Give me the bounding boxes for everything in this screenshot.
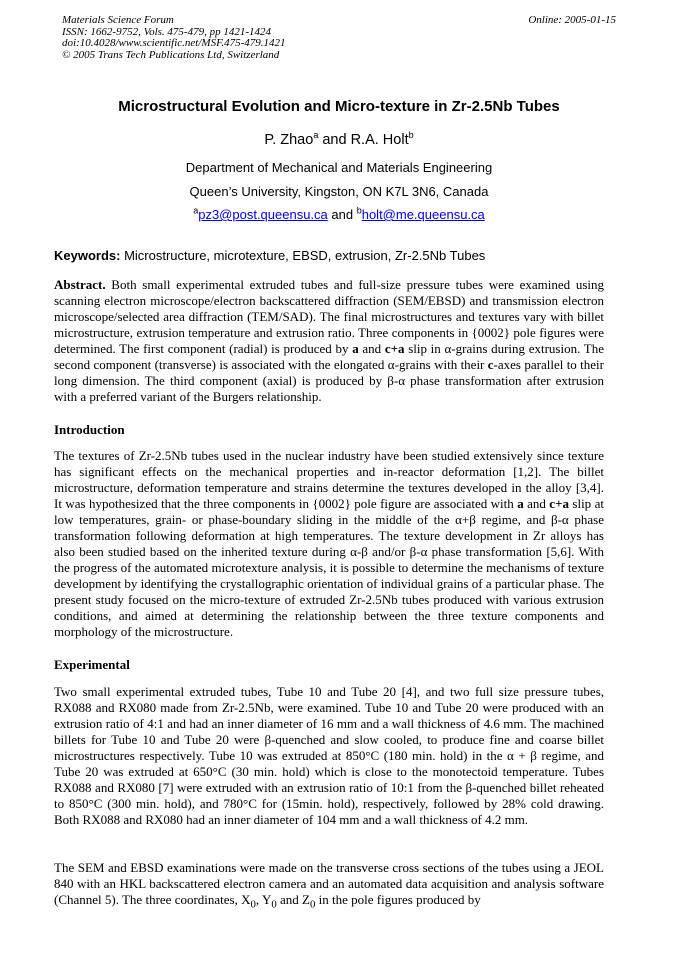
intro-bold-a: a	[517, 496, 524, 511]
online-date: Online: 2005-01-15	[528, 14, 616, 26]
exp2-text-2: , Y	[255, 892, 272, 907]
intro-text-1: The textures of Zr-2.5Nb tubes used in the nuclear industry have been studied extensively since texture has significant effects on the mechanical properties and in-reactor deformation [1,2]. The billet microstructure, deformation temperature and strains determine the textures developed in the alloy [3,4]. It was hypothesized that the three components in {0002} pole figure are associated with	[54, 448, 604, 511]
keywords-line	[54, 248, 485, 263]
exp2-text-3: and Z	[276, 892, 310, 907]
experimental-paragraph-1: Two small experimental extruded tubes, Tube 10 and Tube 20 [4], and two full size pressure tubes, RX088 and RX080 made from Zr-2.5Nb, were examined. Tube 10 and Tube 20 were produced with an extrusion ratio of 4:1 and had an inner diameter of 16 mm and a wall thickness of 4.6 mm. The machined billets for Tube 10 and Tube 20 were β-quenched and slow cooled, to produce fine and coarse billet microstructures respectively. Tube 10 was extruded at 850°C (180 min. hold) in the α + β regime, and Tube 20 was extruded at 650°C (30 min. hold) which is close to the monotectoid temperature. Tubes RX088 and RX080 [7] were extruded with an extrusion ratio of 10:1 from the β-quenched billet reheated to 850°C (300 min. hold), and 780°C for (15min. hold), respectively, followed by 28% cold drawing. Both RX088 and RX080 had an inner diameter of 104 mm and a wall thickness of 4.2 mm.	[54, 684, 604, 827]
abstract-text-4: -axes parallel to their long dimension. The third component (axial) is produced by β-α phase transformation after extrusion with a preferred variant of the Burgers relationship.	[54, 357, 604, 404]
author-1: P. Zhao	[264, 132, 314, 148]
email-link-a[interactable]: pz3@post.queensu.ca	[198, 207, 328, 222]
experimental-heading: Experimental	[54, 657, 130, 672]
abstract-bold-c: c	[487, 357, 494, 372]
email-line	[0, 207, 678, 222]
journal-header	[62, 15, 616, 61]
email-link-b[interactable]: holt@me.queensu.ca	[361, 207, 485, 222]
email-and: and	[327, 207, 357, 222]
journal-name: Materials Science Forum	[62, 14, 174, 26]
affiliation-department: Department of Mechanical and Materials Engineering	[185, 160, 493, 175]
introduction-paragraph	[54, 448, 604, 640]
intro-text-3: slip at low temperatures, grain- or phase-boundary sliding in the middle of the α+β regime, and β-α phase transformation following deformation at high temperatures. The texture development in Zr alloys has also been studied based on the inherited texture during α-β and/or β-α phase transformation [5,6]. With the progress of the automated microtexture analysis, it is possible to determine the mechanisms of texture development by identifying the crystallographic orientation of individual grains of a particular phase. The present study focused on the micro-texture of extruded Zr-2.5Nb tubes produced with various extrusion conditions, and aimed at determining the relationship between the three texture components and morphology of the microstructure.	[54, 496, 604, 639]
exp2-sub-z: 0	[309, 898, 316, 911]
email-a-sup: a	[193, 205, 199, 216]
copyright-line: © 2005 Trans Tech Publications Ltd, Switzerland	[62, 48, 280, 61]
intro-bold-ca: c+a	[549, 496, 569, 511]
paper-title: Microstructural Evolution and Micro-texture in Zr-2.5Nb Tubes	[118, 98, 560, 115]
author-1-sup: a	[313, 130, 319, 141]
abstract-text-1: Both small experimental extruded tubes and full-size pressure tubes were examined using scanning electron microscope/electron backscattered diffraction (SEM/EBSD) and transmission electron microscope/selected area diffraction (TEM/SAD). The final microstructures and textures vary with billet microstructure, extrusion temperature and extrusion ratio. Three components in {0002} pole figures were determined. The first component (radial) is produced by	[54, 277, 604, 356]
affiliation-university: Queen’s University, Kingston, ON K7L 3N6, Canada	[189, 184, 489, 199]
exp2-sub-x: 0	[250, 898, 256, 911]
authors-and: and	[318, 132, 351, 148]
author-2: R.A. Holt	[350, 132, 409, 148]
exp2-sub-y: 0	[271, 898, 277, 911]
author-2-sup: b	[408, 130, 414, 141]
experimental-paragraph-2	[54, 860, 604, 913]
authors-line	[0, 132, 678, 148]
intro-text-2: and	[523, 496, 550, 511]
email-b-sup: b	[356, 205, 362, 216]
issn-line: ISSN: 1662-9752, Vols. 475-479, pp 1421-1424	[62, 25, 271, 38]
abstract-bold-a: a	[352, 341, 359, 356]
keywords-label: Keywords:	[54, 248, 121, 263]
abstract-paragraph	[54, 277, 604, 405]
abstract-bold-ca: c+a	[384, 341, 405, 356]
introduction-heading: Introduction	[54, 422, 125, 437]
abstract-text-3: slip in α-grains during extrusion. The second component (transverse) is associated with the elongated α-grains with their	[54, 341, 604, 372]
doi-line: doi:10.4028/www.scientific.net/MSF.475-479.1421	[62, 37, 286, 49]
abstract-text-2: and	[358, 341, 385, 356]
exp2-text-4: in the pole figures produced by	[315, 892, 481, 907]
exp2-text-1: The SEM and EBSD examinations were made on the transverse cross sections of the tubes using a JEOL 840 with an HKL backscattered electron camera and an automated data acquisition and analysis software (Channel 5). The three coordinates, X	[54, 860, 604, 907]
abstract-label: Abstract.	[54, 277, 106, 292]
keywords-text: Microstructure, microtexture, EBSD, extrusion, Zr-2.5Nb Tubes	[120, 248, 486, 263]
